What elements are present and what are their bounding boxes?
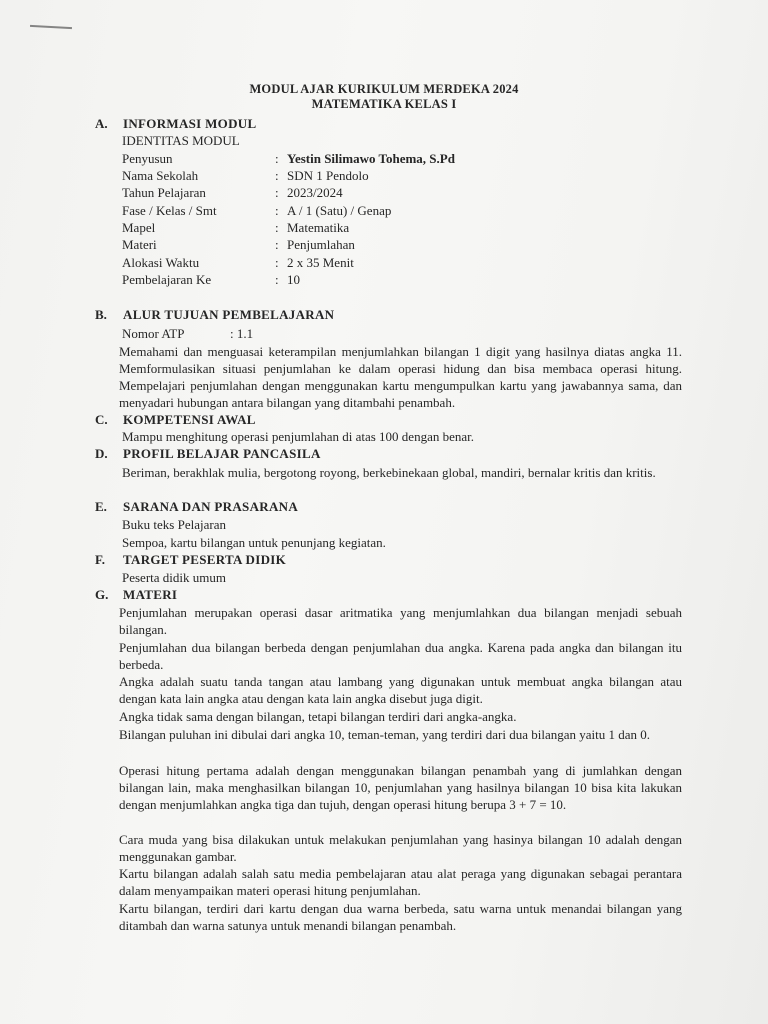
- section-a-letter: A.: [95, 116, 108, 131]
- profil-text: Beriman, berakhlak mulia, bergotong royong, berkebinekaan global, mandiri, bernalar kritis dan kritis.: [122, 465, 656, 480]
- atp-number-label: Nomor ATP: [122, 326, 185, 341]
- materi-paragraph: Penjumlahan dua bilangan berbeda dengan penjumlahan dua angka. Karena pada angka dan bilangan itu berbeda.: [119, 640, 682, 672]
- identitas-value: A / 1 (Satu) / Genap: [287, 203, 392, 218]
- identitas-value: 2023/2024: [287, 185, 343, 200]
- section-d-title: PROFIL BELAJAR PANCASILA: [123, 446, 321, 461]
- sarana-line: Buku teks Pelajaran: [122, 517, 226, 532]
- materi-paragraph: Cara muda yang bisa dilakukan untuk melakukan penjumlahan yang hasinya bilangan 10 adalah dengan menggunakan gambar.: [119, 832, 682, 864]
- identitas-label: Materi: [122, 237, 157, 252]
- section-d-letter: D.: [95, 446, 108, 461]
- identitas-label: Penyusun: [122, 151, 173, 166]
- identitas-label: Mapel: [122, 220, 156, 235]
- sarana-line: Sempoa, kartu bilangan untuk penunjang kegiatan.: [122, 535, 386, 550]
- section-c-title: KOMPETENSI AWAL: [123, 412, 256, 427]
- identitas-colon: :: [275, 203, 279, 218]
- identitas-value: Matematika: [287, 220, 350, 235]
- section-a-title: INFORMASI MODUL: [123, 116, 257, 131]
- identitas-label: Tahun Pelajaran: [122, 185, 206, 200]
- identitas-colon: :: [275, 220, 279, 235]
- materi-paragraph: Bilangan puluhan ini dibulai dari angka 10, teman-teman, yang terdiri dari dua bilangan yaitu 1 dan 0.: [119, 727, 651, 742]
- materi-paragraph: Operasi hitung pertama adalah dengan menggunakan bilangan penambah yang di jumlahkan dengan bilangan lain, maka menghasilkan bilangan 10, penjumlahan yang hasilnya bilangan 10 bisa kita lakukan dengan menjumlahkan angka tiga dan tujuh, dengan operasi hitung berupa 3 + 7 = 10.: [119, 763, 682, 812]
- kompetensi-text: Mampu menghitung operasi penjumlahan di atas 100 dengan benar.: [122, 429, 474, 444]
- identitas-colon: :: [275, 151, 279, 166]
- target-text: Peserta didik umum: [122, 570, 226, 585]
- identitas-value: Penjumlahan: [287, 237, 355, 252]
- identitas-value: 2 x 35 Menit: [287, 255, 354, 270]
- identitas-value: SDN 1 Pendolo: [287, 168, 369, 183]
- materi-paragraph: Angka tidak sama dengan bilangan, tetapi bilangan terdiri dari angka-angka.: [119, 709, 517, 724]
- section-e-letter: E.: [95, 499, 107, 514]
- identitas-colon: :: [275, 255, 279, 270]
- section-f-title: TARGET PESERTA DIDIK: [123, 552, 287, 567]
- identitas-label: Alokasi Waktu: [122, 255, 200, 270]
- identitas-heading: IDENTITAS MODUL: [122, 133, 240, 148]
- identitas-label: Fase / Kelas / Smt: [122, 203, 217, 218]
- section-e-title: SARANA DAN PRASARANA: [123, 499, 299, 514]
- section-f-letter: F.: [95, 552, 105, 567]
- identitas-label: Pembelajaran Ke: [122, 272, 212, 287]
- identitas-value: 10: [287, 272, 300, 287]
- atp-text: Memahami dan menguasai keterampilan menjumlahkan bilangan 1 digit yang hasilnya diatas angka 11. Memformulasikan situasi penjumlahan ke dalam operasi hidung dan bisa membaca operasi hitung. Mempelajari penjumlahan dengan menggunakan kartu mengumpulkan kartu yang jawabannya sama, dan menyadari hubungan antara bilangan yang ditambahi penambah.: [119, 344, 682, 410]
- materi-paragraph: Penjumlahan merupakan operasi dasar aritmatika yang menjumlahkan dua bilangan menjadi sebuah bilangan.: [119, 605, 682, 637]
- section-g-title: MATERI: [123, 587, 178, 602]
- materi-paragraph: Angka adalah suatu tanda tangan atau lambang yang digunakan untuk membuat angka bilangan atau dengan kata lain angka atau dengan kata lain angka disebut juga digit.: [119, 674, 682, 706]
- section-b-title: ALUR TUJUAN PEMBELAJARAN: [123, 307, 335, 322]
- pencil-mark: [30, 25, 72, 29]
- identitas-colon: :: [275, 185, 279, 200]
- section-b-letter: B.: [95, 307, 107, 322]
- identitas-colon: :: [275, 272, 279, 287]
- section-c-letter: C.: [95, 412, 108, 427]
- doc-subtitle: MATEMATIKA KELAS I: [311, 97, 457, 111]
- identitas-value: Yestin Silimawo Tohema, S.Pd: [287, 151, 455, 166]
- identitas-colon: :: [275, 237, 279, 252]
- materi-paragraph: Kartu bilangan adalah salah satu media pembelajaran atau alat peraga yang digunakan sebagai perantara dalam menyampaikan materi operasi hitung penjumlahan.: [119, 866, 682, 898]
- identitas-colon: :: [275, 168, 279, 183]
- materi-paragraph: Kartu bilangan, terdiri dari kartu dengan dua warna berbeda, satu warna untuk menandai bilangan yang ditambah dan warna satunya untuk menandi bilangan penambah.: [119, 901, 682, 933]
- section-g-letter: G.: [95, 587, 109, 602]
- atp-number-value: : 1.1: [230, 326, 254, 341]
- identitas-label: Nama Sekolah: [122, 168, 199, 183]
- doc-title: MODUL AJAR KURIKULUM MERDEKA 2024: [249, 82, 519, 96]
